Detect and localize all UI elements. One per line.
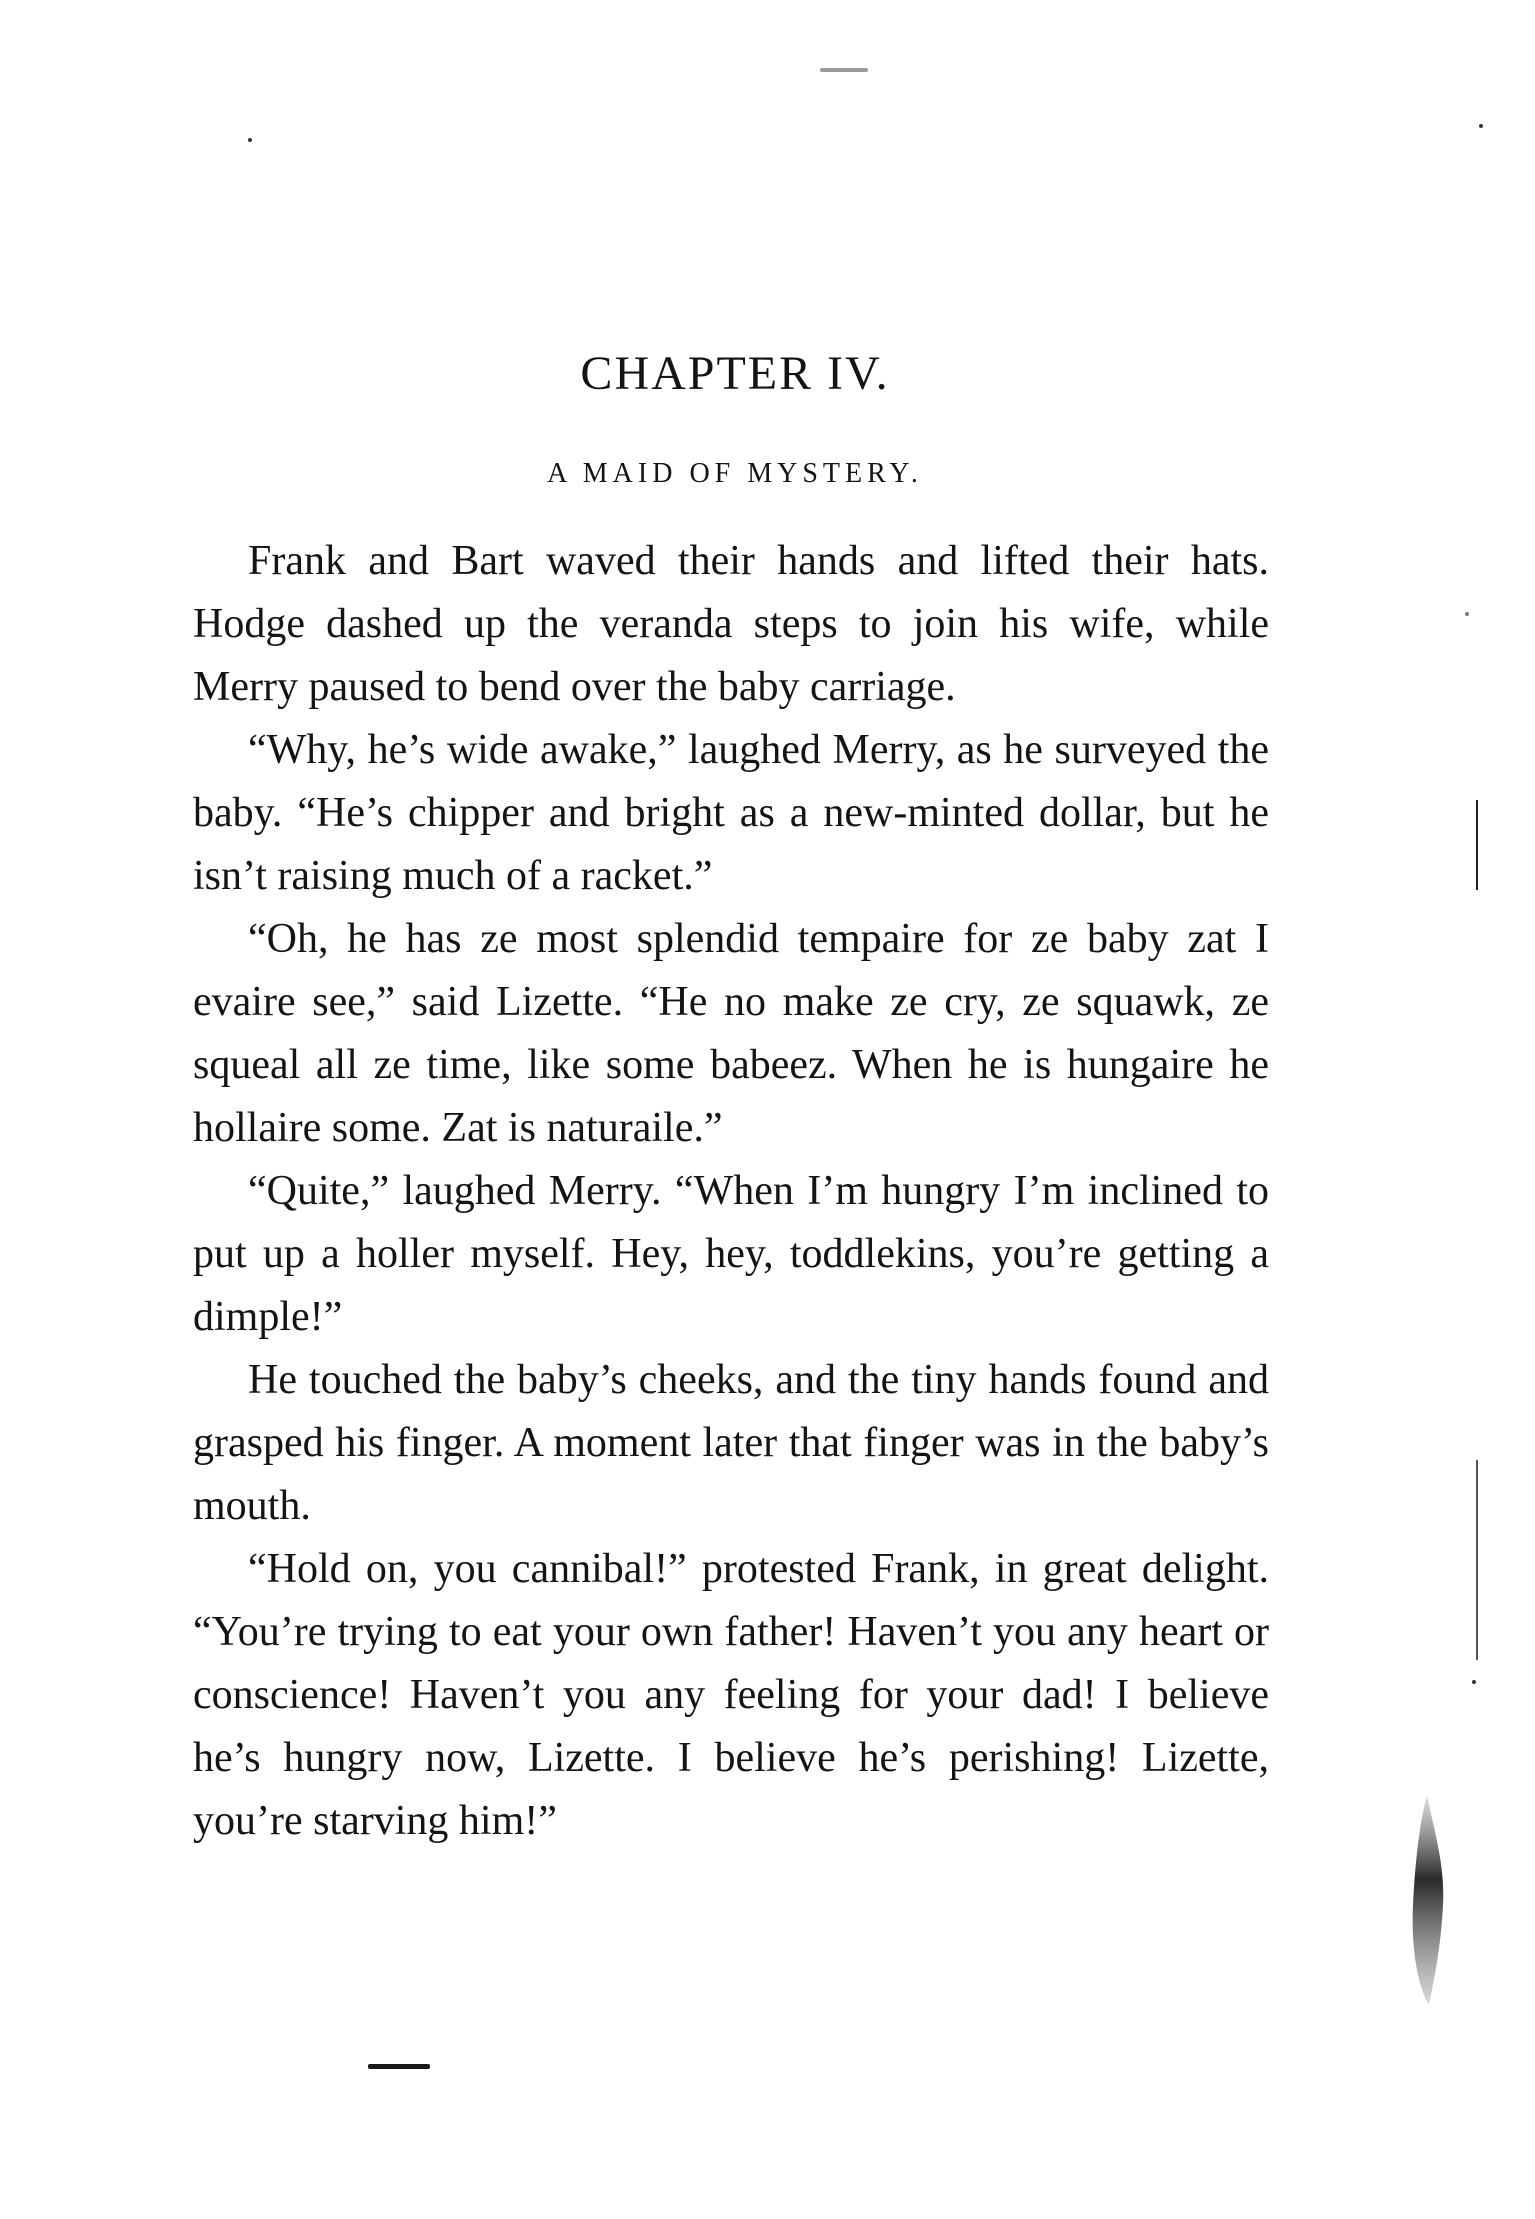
chapter-body (193, 530, 1269, 1853)
paragraph: “Quite,” laughed Merry. “When I’m hungry I’m inclined to put up a holler myself. Hey, hey, toddlekins, you’re getting a dimple!” (193, 1168, 1269, 1340)
scan-speck (1465, 612, 1469, 616)
scan-edge-mark (1476, 800, 1478, 890)
scan-speck (248, 138, 252, 142)
scan-bleed-smudge (1405, 1795, 1451, 2005)
paragraph: “Why, he’s wide awake,” laughed Merry, as he surveyed the baby. “He’s chipper and bright as a new-minted dollar, but he isn’t raising much of a racket.” (193, 727, 1269, 899)
scan-speck (1472, 1680, 1476, 1684)
paragraph: He touched the baby’s cheeks, and the tiny hands found and grasped his finger. A moment later that finger was in the baby’s mouth. (193, 1357, 1269, 1529)
end-rule (368, 2064, 430, 2069)
chapter-subtitle: A MAID OF MYSTERY. (547, 458, 923, 489)
paragraph: “Hold on, you cannibal!” protested Frank, in great delight. “You’re trying to eat your own father! Haven’t you any heart or conscience! Haven’t you any feeling for your dad! I believe he’s hungry now, Lizette. I believe he’s perishing! Lizette, you’re starving him!” (193, 1546, 1269, 1844)
print-speck (820, 68, 868, 72)
scan-edge-mark (1476, 1460, 1478, 1660)
scan-speck (1479, 124, 1483, 128)
chapter-heading: CHAPTER IV. (580, 347, 890, 400)
paragraph: Frank and Bart waved their hands and lifted their hats. Hodge dashed up the veranda steps to join his wife, while Merry paused to bend over the baby carriage. (193, 538, 1269, 710)
paragraph: “Oh, he has ze most splendid tempaire for ze baby zat I evaire see,” said Lizette. “He no make ze cry, ze squawk, ze squeal all ze time, like some babeez. When he is hungaire he hollaire some. Zat is naturaile.” (193, 916, 1269, 1151)
